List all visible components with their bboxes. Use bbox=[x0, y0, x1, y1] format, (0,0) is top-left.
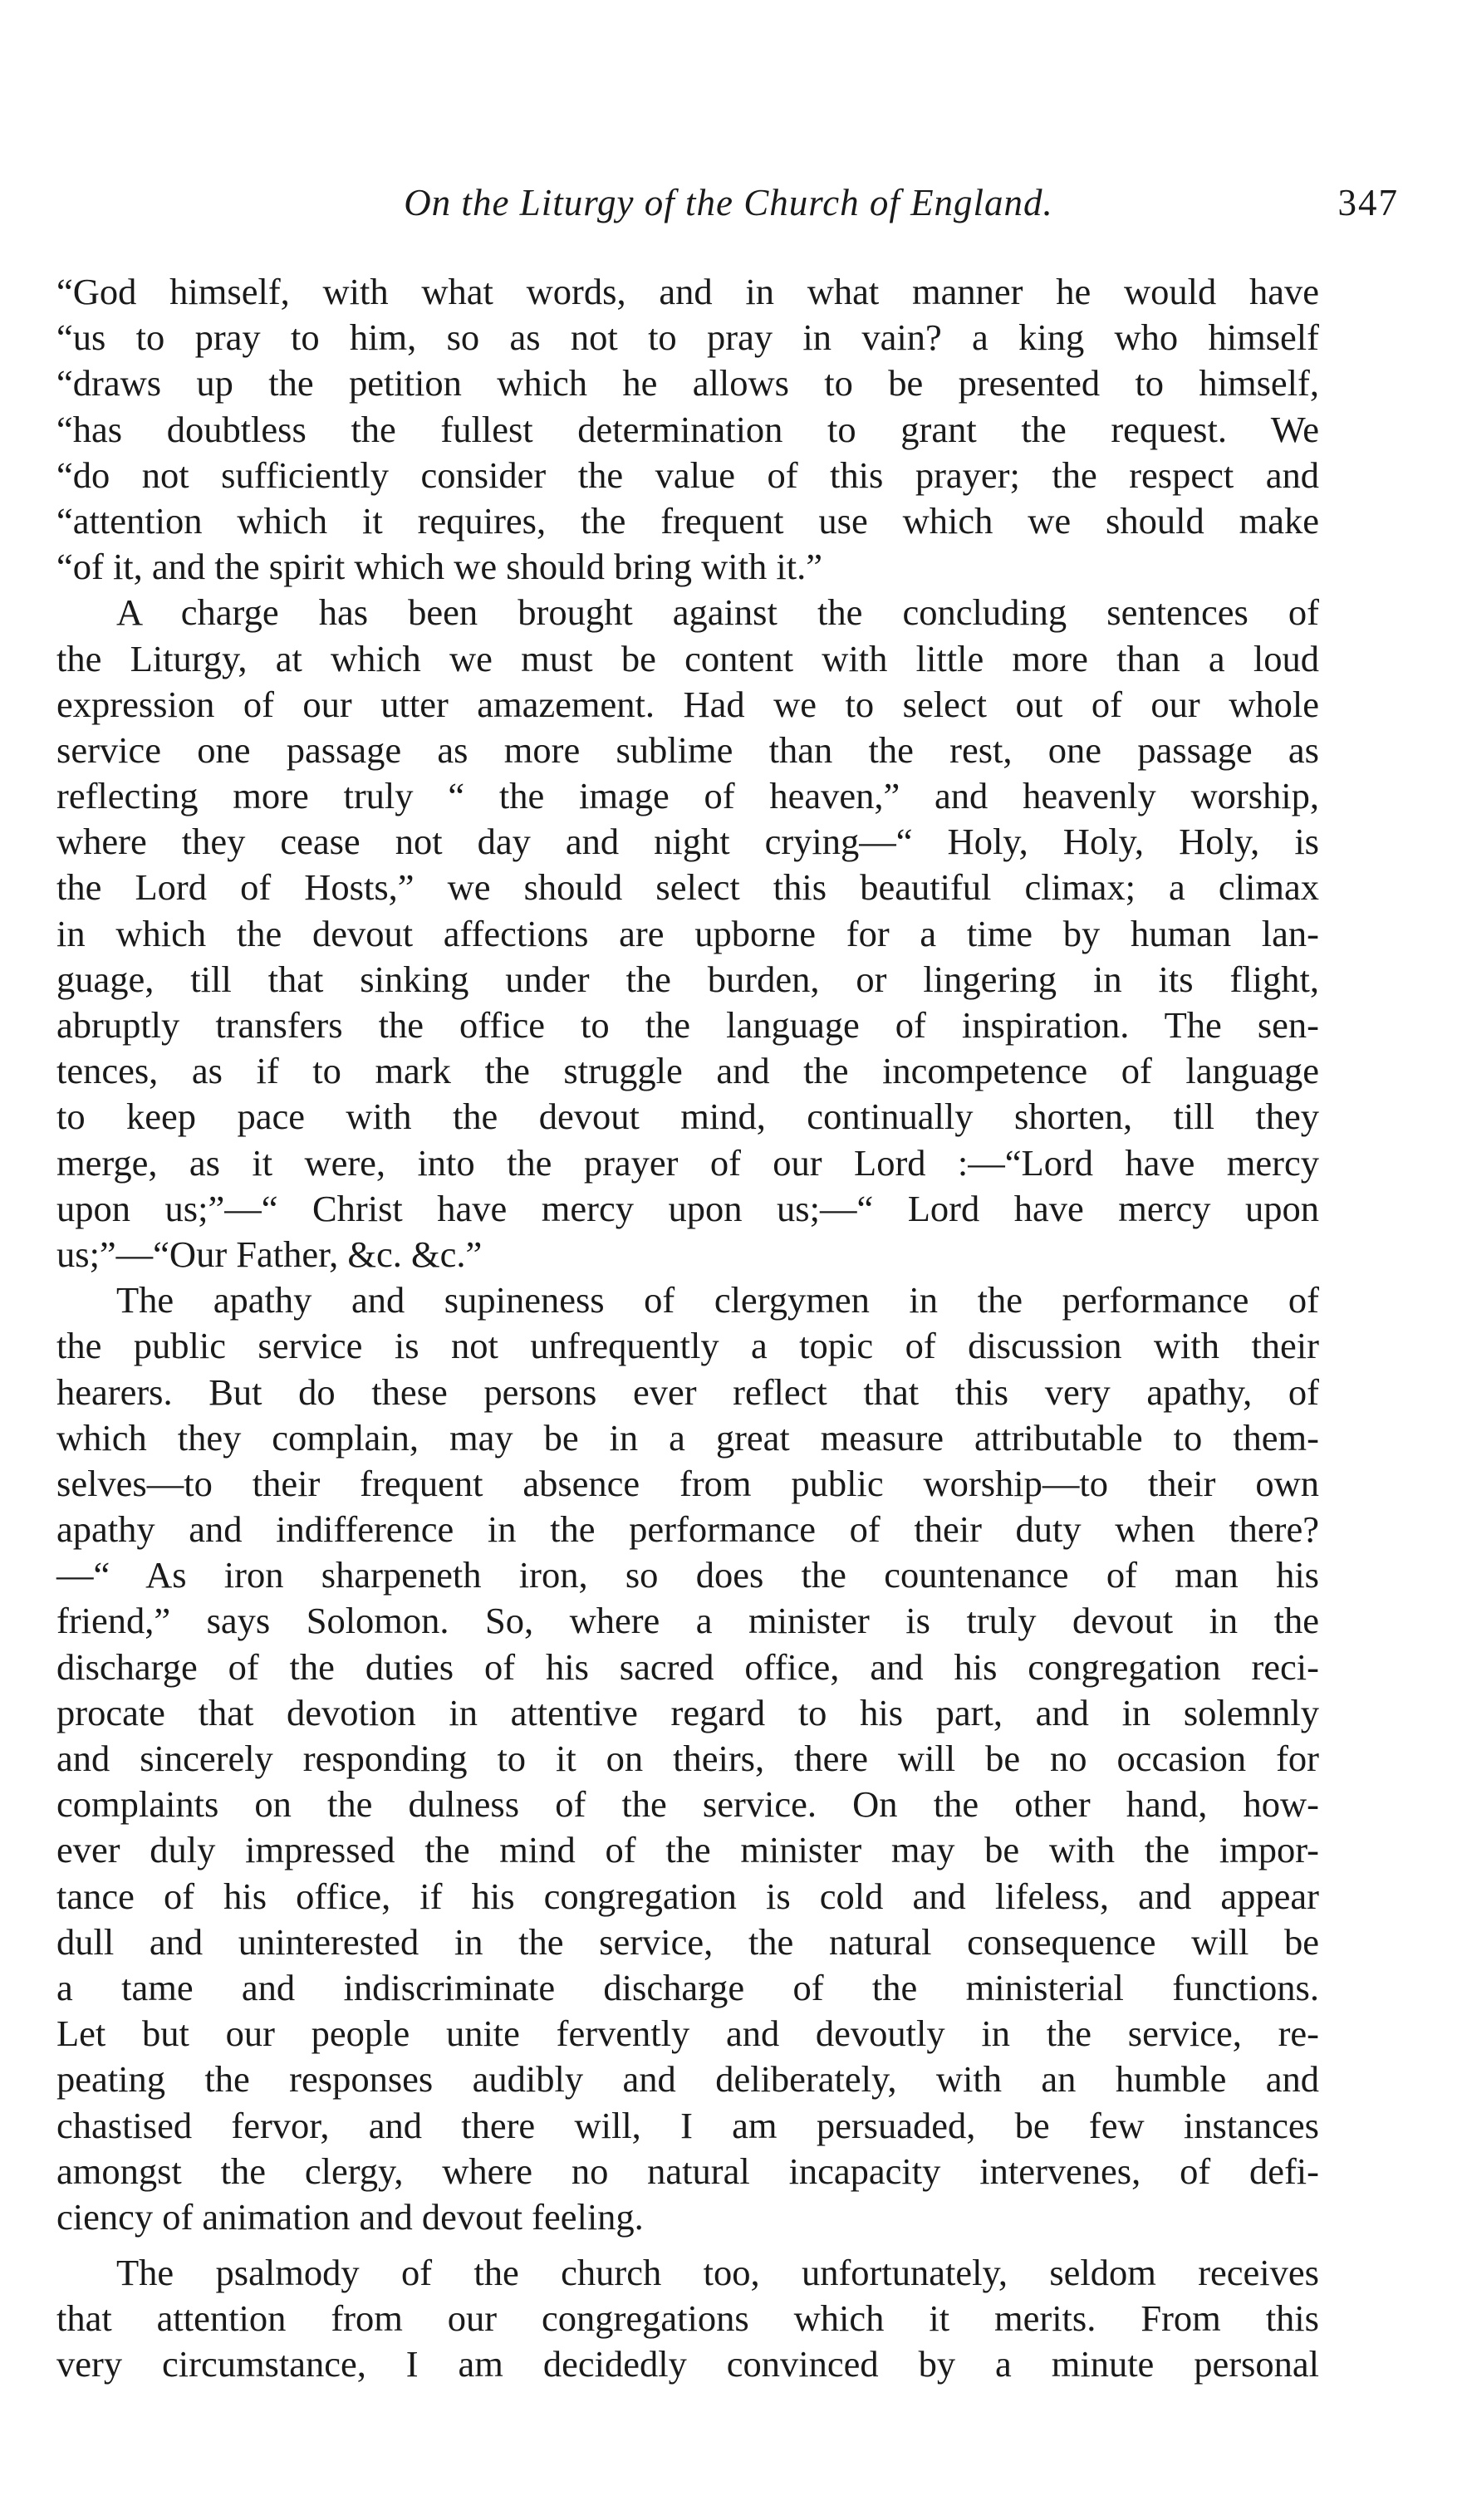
text-line: apathy and indifference in the performance of their duty when there? bbox=[56, 1508, 1319, 1551]
text-line: procate that devotion in attentive regard to his part, and in solemnly bbox=[56, 1691, 1319, 1733]
text-line: merge, as it were, into the prayer of our Lord :—“Lord have mercy bbox=[56, 1141, 1319, 1184]
text-line: the Liturgy, at which we must be content with little more than a loud bbox=[56, 637, 1319, 679]
text-line: abruptly transfers the office to the language of inspiration. The sen- bbox=[56, 1004, 1319, 1046]
text-line: Let but our people unite fervently and devoutly in the service, re- bbox=[56, 2013, 1319, 2055]
text-line: ciency of animation and devout feeling. bbox=[56, 2195, 644, 2238]
text-line: peating the responses audibly and deliberately, with an humble and bbox=[56, 2058, 1319, 2101]
text-line: discharge of the duties of his sacred office, and his congregation reci- bbox=[56, 1645, 1319, 1688]
text-line: reflecting more truly “ the image of heaven,” and heavenly worship, bbox=[56, 775, 1319, 817]
text-line: “has doubtless the fullest determination to grant the request. We bbox=[56, 408, 1319, 450]
text-line: and sincerely responding to it on theirs, there will be no occasion for bbox=[56, 1738, 1319, 1779]
text-line: chastised fervor, and there will, I am persuaded, be few instances bbox=[56, 2104, 1319, 2146]
body-text bbox=[56, 269, 1319, 2388]
paragraph-apathy bbox=[56, 1277, 1319, 2240]
text-line: “us to pray to him, so as not to pray in vain? a king who himself bbox=[56, 316, 1319, 359]
text-line: upon us;”—“ Christ have mercy upon us;—“ Lord have mercy upon bbox=[56, 1187, 1319, 1229]
text-line: “attention which it requires, the frequent use which we should make bbox=[56, 499, 1319, 542]
text-line: guage, till that sinking under the burden, or lingering in its flight, bbox=[56, 958, 1319, 1000]
text-line: a tame and indiscriminate discharge of the ministerial functions. bbox=[56, 1966, 1319, 2008]
text-line: The psalmody of the church too, unfortunately, seldom receives bbox=[116, 2252, 1319, 2294]
text-line: very circumstance, I am decidedly convinced by a minute personal bbox=[56, 2343, 1319, 2385]
text-line: complaints on the dulness of the service. On the other hand, how- bbox=[56, 1783, 1319, 1826]
running-head bbox=[58, 181, 1399, 239]
paragraph-concluding-sentences bbox=[56, 590, 1319, 1277]
text-line: amongst the clergy, where no natural incapacity intervenes, of defi- bbox=[56, 2150, 1319, 2192]
text-line: expression of our utter amazement. Had we to select out of our whole bbox=[56, 683, 1319, 725]
text-line: —“ As iron sharpeneth iron, so does the countenance of man his bbox=[56, 1554, 1319, 1596]
text-line: friend,” says Solomon. So, where a minister is truly devout in the bbox=[56, 1600, 1319, 1642]
text-line: the public service is not unfrequently a topic of discussion with their bbox=[56, 1325, 1319, 1367]
running-title: On the Liturgy of the Church of England. bbox=[404, 182, 1053, 223]
text-line: which they complain, may be in a great measure attributable to them- bbox=[56, 1416, 1319, 1459]
text-line: the Lord of Hosts,” we should select this beautiful climax; a climax bbox=[56, 866, 1319, 909]
text-line: selves—to their frequent absence from public worship—to their own bbox=[56, 1462, 1319, 1504]
text-line: where they cease not day and night crying—“ Holy, Holy, Holy, is bbox=[56, 821, 1319, 863]
text-line: “of it, and the spirit which we should bring with it.” bbox=[56, 546, 822, 588]
text-line: hearers. But do these persons ever reflect that this very apathy, of bbox=[56, 1370, 1319, 1413]
text-line: us;”—“Our Father, &c. &c.” bbox=[56, 1233, 483, 1275]
text-line: tance of his office, if his congregation is cold and lifeless, and appear bbox=[56, 1875, 1319, 1917]
text-line: “draws up the petition which he allows to be presented to himself, bbox=[56, 362, 1319, 404]
text-line: tences, as if to mark the struggle and the incompetence of language bbox=[56, 1050, 1319, 1092]
text-line: “God himself, with what words, and in what manner he would have bbox=[56, 271, 1319, 312]
paragraph-psalmody bbox=[56, 2250, 1319, 2388]
text-line: service one passage as more sublime than the rest, one passage as bbox=[56, 728, 1319, 771]
text-line: in which the devout affections are upborne for a time by human lan- bbox=[56, 912, 1319, 954]
paragraph-quotation bbox=[56, 269, 1319, 590]
text-line: The apathy and supineness of clergymen in the performance of bbox=[116, 1279, 1319, 1321]
text-line: that attention from our congregations which it merits. From this bbox=[56, 2297, 1319, 2340]
text-line: to keep pace with the devout mind, continually shorten, till they bbox=[56, 1096, 1319, 1138]
text-line: ever duly impressed the mind of the minister may be with the impor- bbox=[56, 1829, 1319, 1871]
text-line: “do not sufficiently consider the value of this prayer; the respect and bbox=[56, 454, 1319, 496]
text-line: A charge has been brought against the concluding sentences of bbox=[116, 591, 1319, 634]
paragraph-gap bbox=[56, 2240, 1319, 2250]
text-line: dull and uninterested in the service, the natural consequence will be bbox=[56, 1920, 1319, 1963]
page-number: 347 bbox=[1337, 182, 1399, 223]
